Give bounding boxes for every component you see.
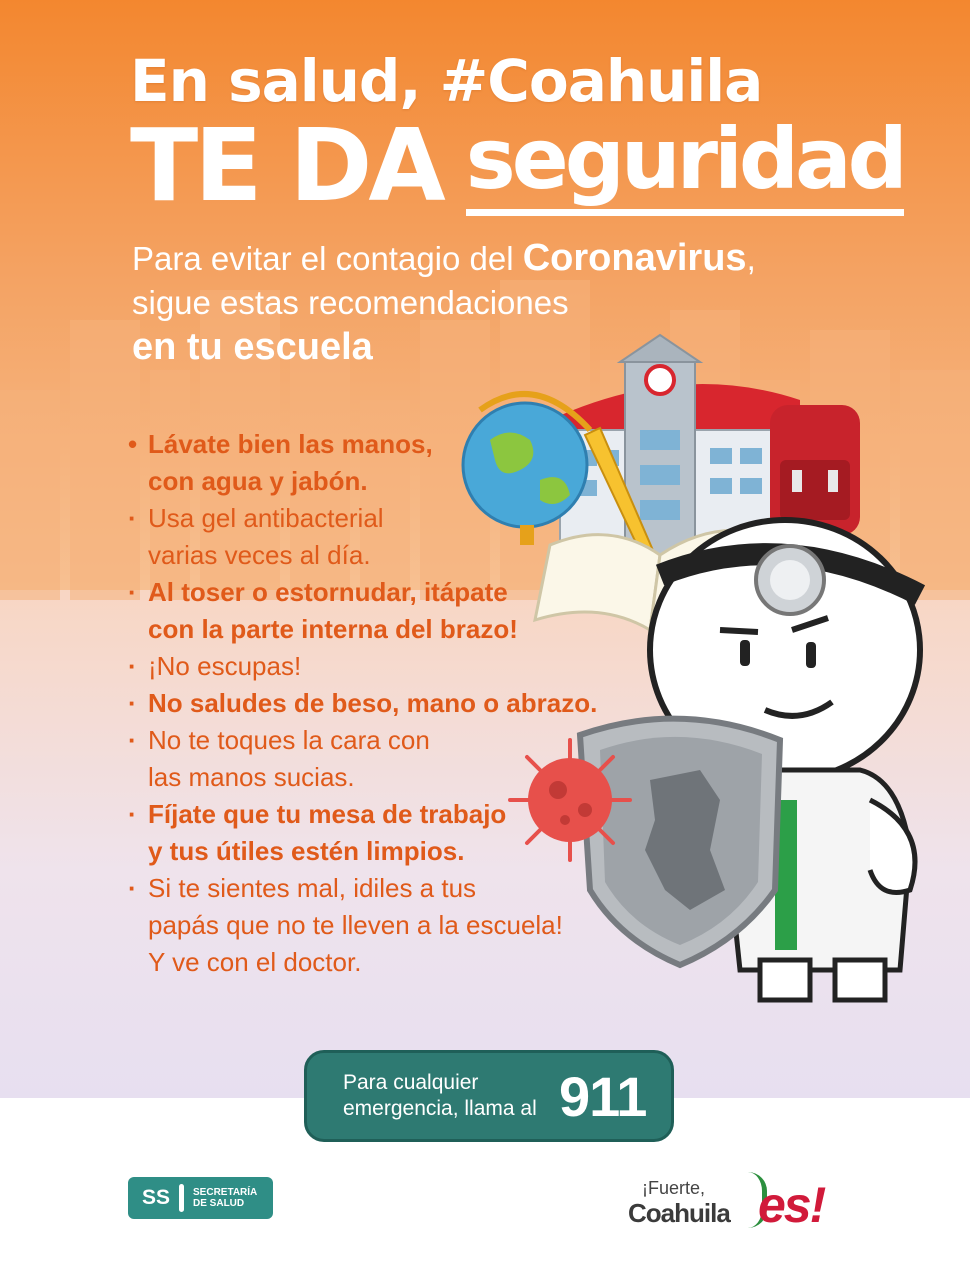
- recommendation-text: Si te sientes mal, idiles a tus papás que no te lleven a la escuela! Y ve con el doctor.: [148, 873, 563, 977]
- recommendation-text: ¡No escupas!: [148, 651, 302, 681]
- headline-line1: En salud, #Coahuila: [130, 47, 763, 115]
- ss-logo-divider: [179, 1184, 184, 1212]
- bullet-icon: ·: [128, 725, 137, 755]
- recommendation-text: Fíjate que tu mesa de trabajo y tus útiles estén limpios.: [148, 799, 507, 866]
- bullet-icon: ·: [128, 688, 137, 718]
- emergency-number: 911: [559, 1064, 647, 1128]
- recommendation-text: Lávate bien las manos, con agua y jabón.: [148, 429, 433, 496]
- intro-comma: ,: [746, 240, 756, 277]
- intro-line1: [132, 236, 756, 281]
- recommendation-text: Usa gel antibacterial varias veces al día.: [148, 503, 384, 570]
- headline-seguridad: seguridad: [466, 117, 904, 216]
- fuerte-coahuila-logo: [610, 1170, 850, 1240]
- emergency-text: Para cualquier emergencia, llama al: [343, 1071, 537, 1120]
- doctor-character-illustration: [440, 330, 970, 1030]
- headline-te-da: TE DA: [130, 107, 442, 224]
- headline: [130, 47, 904, 224]
- ss-logo-abbr: SS: [142, 1186, 171, 1209]
- headline-line2: [130, 107, 904, 224]
- ss-logo-name: SECRETARÍA DE SALUD: [193, 1187, 258, 1209]
- intro-coronavirus: Coronavirus: [522, 237, 747, 279]
- secretaria-de-salud-logo: [128, 1177, 273, 1219]
- bullet-icon: •: [128, 429, 138, 459]
- fc-logo-small: ¡Fuerte,: [642, 1178, 706, 1198]
- backpack-illustration: [770, 405, 860, 535]
- intro-line2: sigue estas recomendaciones: [132, 284, 569, 321]
- intro-part1: Para evitar el contagio del: [132, 240, 523, 277]
- bullet-icon: ·: [128, 577, 137, 607]
- intro-line3: en tu escuela: [132, 326, 373, 368]
- virus-illustration: [510, 740, 630, 860]
- bullet-icon: ·: [128, 873, 137, 903]
- recommendation-text: Al toser o estornudar, itápate con la parte interna del brazo!: [148, 577, 518, 644]
- fc-logo-es: es!: [758, 1177, 825, 1233]
- emergency-banner: [304, 1050, 674, 1142]
- recommendation-text: No saludes de beso, mano o abrazo.: [148, 688, 598, 718]
- bullet-icon: ·: [128, 651, 137, 681]
- bullet-icon: ·: [128, 799, 137, 829]
- bullet-icon: ·: [128, 503, 137, 533]
- fc-logo-big: Coahuila: [628, 1198, 730, 1228]
- recommendation-text: No te toques la cara con las manos sucias.: [148, 725, 430, 792]
